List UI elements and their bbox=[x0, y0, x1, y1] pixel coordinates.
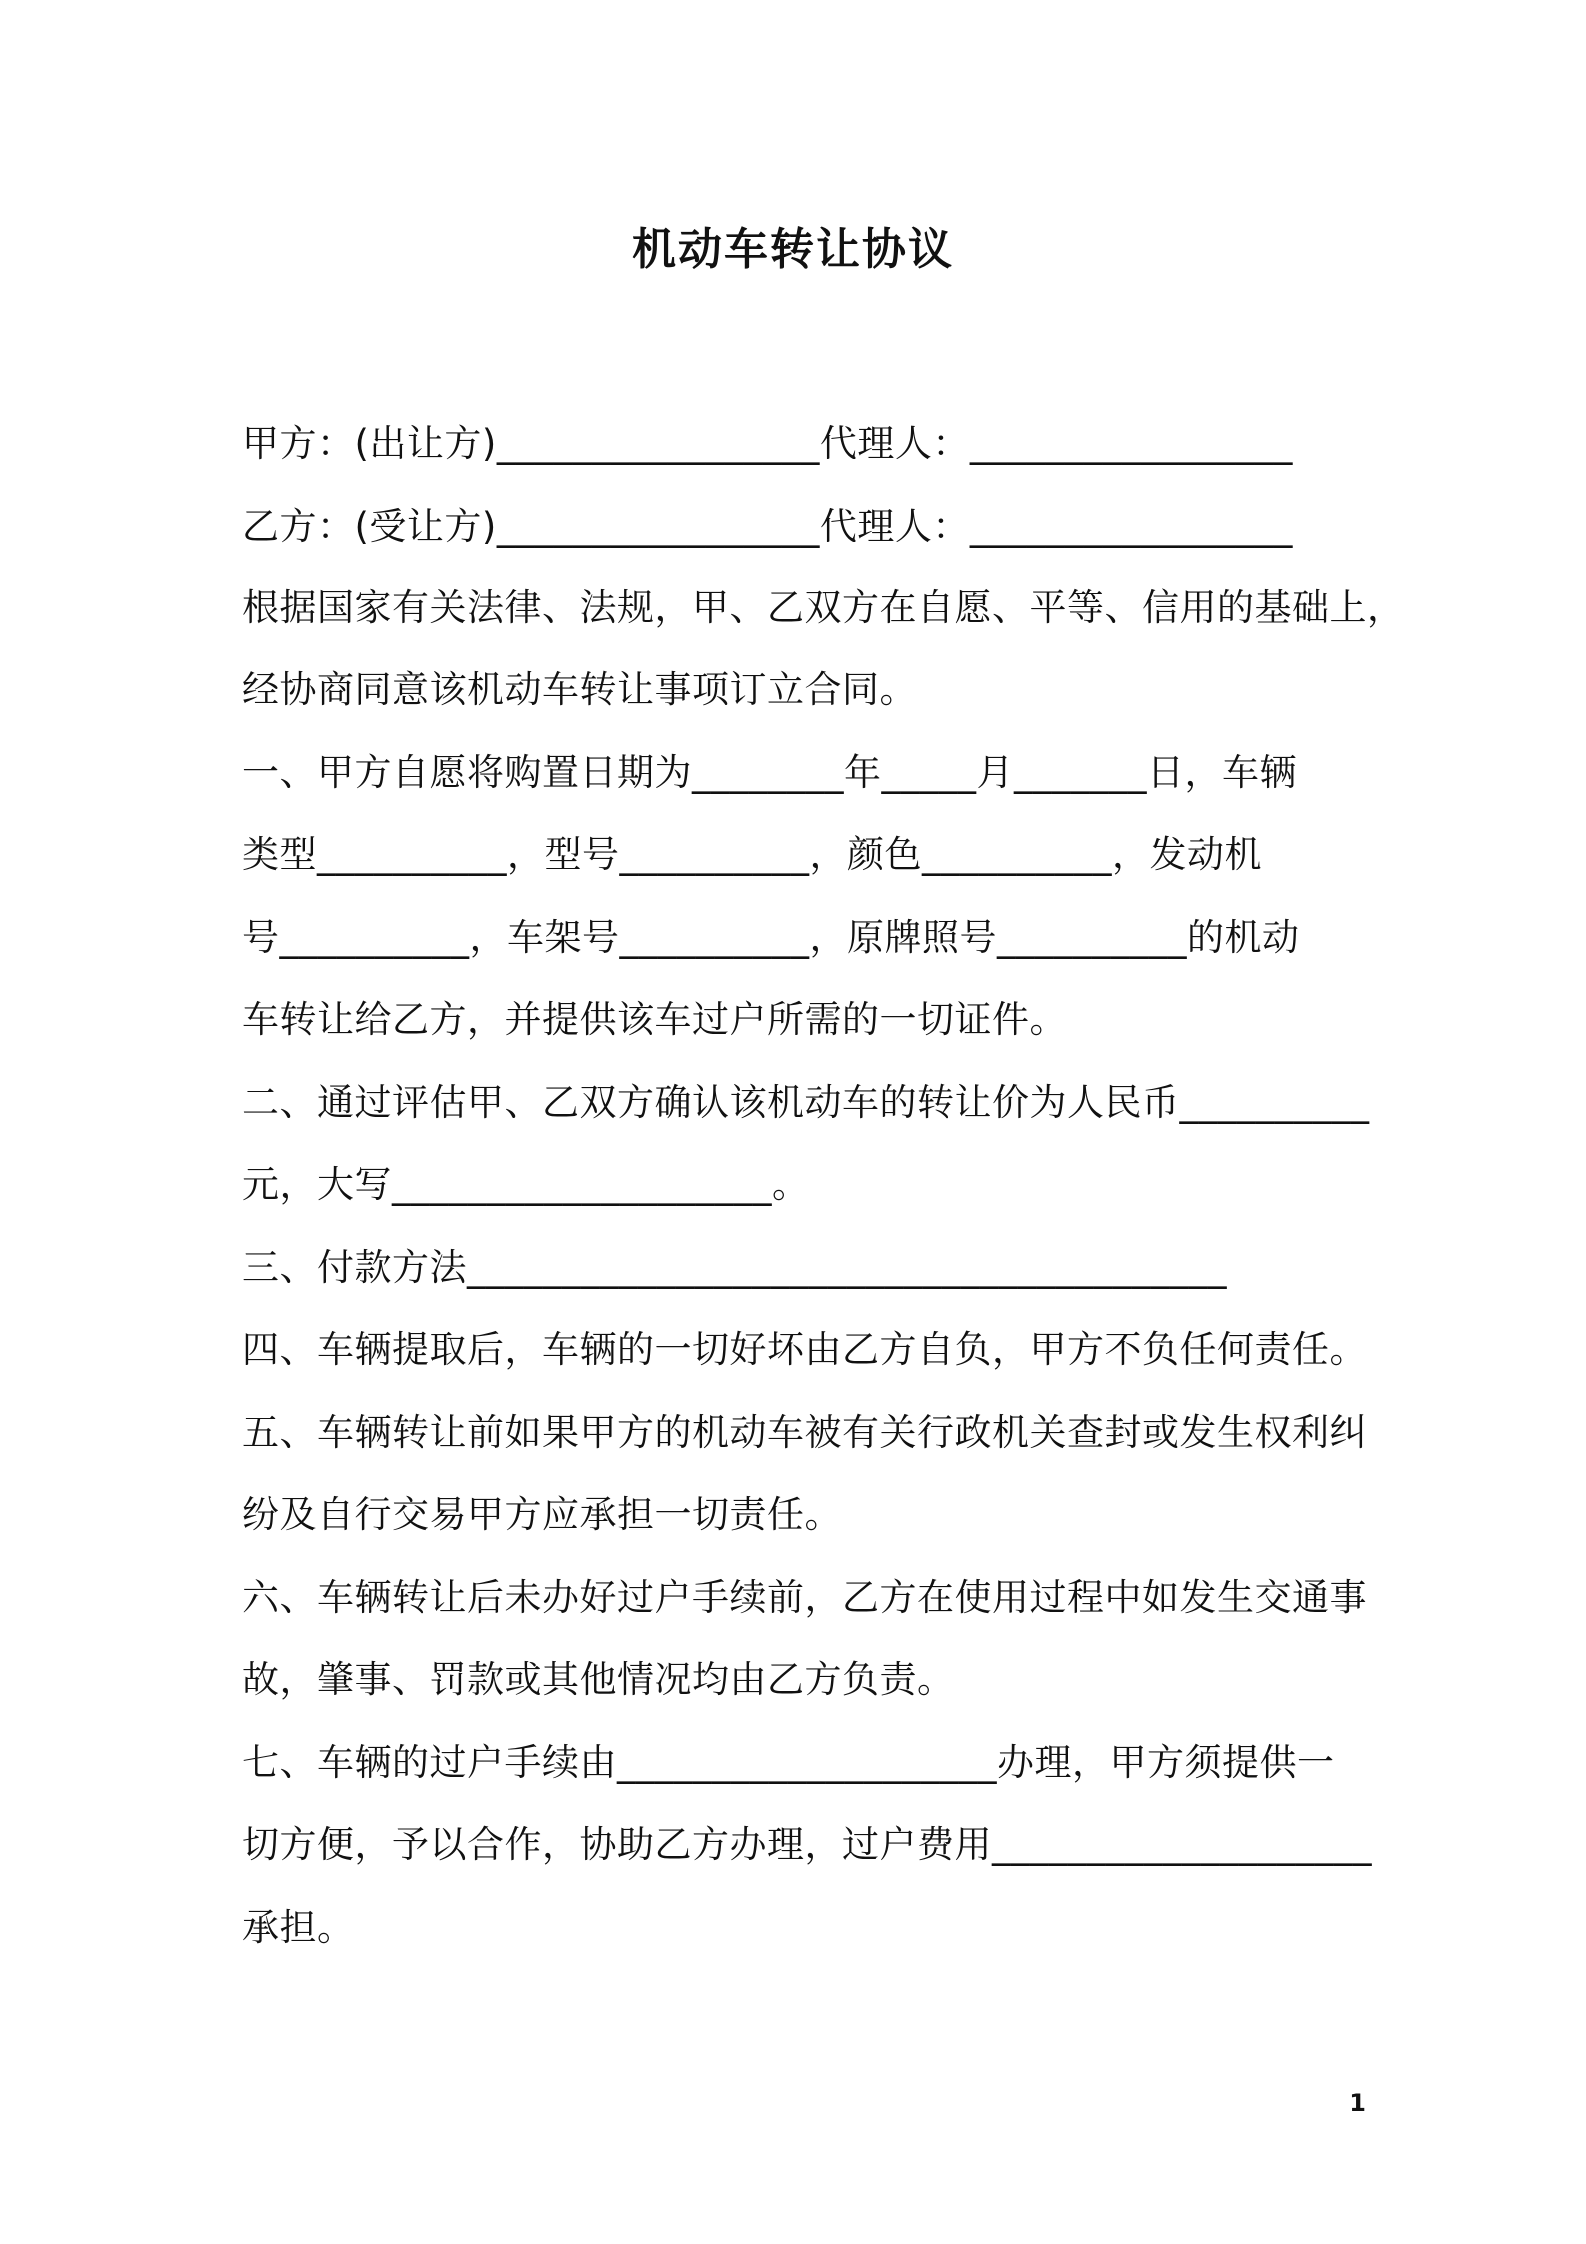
party-b-line: 乙方：(受让方)_________________代理人：_________________ bbox=[242, 505, 1293, 548]
clause-5-line-2: 纷及自行交易甲方应承担一切责任。 bbox=[242, 1493, 842, 1536]
clause-2-line-2: 元，大写____________________。 bbox=[242, 1163, 810, 1206]
clause-1-line-2: 类型__________，型号__________，颜色__________，发动机 bbox=[242, 833, 1262, 876]
clause-6-line-2: 故，肇事、罚款或其他情况均由乙方负责。 bbox=[242, 1658, 955, 1701]
clause-4-line: 四、车辆提取后，车辆的一切好坏由乙方自负，甲方不负任何责任。 bbox=[242, 1328, 1367, 1371]
clause-7-line-1: 七、车辆的过户手续由____________________办理，甲方须提供一 bbox=[242, 1741, 1335, 1784]
preamble-line-1: 根据国家有关法律、法规，甲、乙双方在自愿、平等、信用的基础上， bbox=[242, 586, 1405, 629]
page-number: 1 bbox=[1349, 2089, 1366, 2117]
clause-7-line-2: 切方便，予以合作，协助乙方办理，过户费用____________________ bbox=[242, 1823, 1372, 1866]
clause-1-line-4: 车转让给乙方，并提供该车过户所需的一切证件。 bbox=[242, 998, 1067, 1041]
preamble-line-2: 经协商同意该机动车转让事项订立合同。 bbox=[242, 668, 917, 711]
clause-1-line-3: 号__________，车架号__________，原牌照号__________的机动 bbox=[242, 916, 1300, 959]
clause-7-line-3: 承担。 bbox=[242, 1906, 355, 1949]
clause-3-line: 三、付款方法________________________________________ bbox=[242, 1246, 1227, 1289]
clause-2-line-1: 二、通过评估甲、乙双方确认该机动车的转让价为人民币__________ bbox=[242, 1081, 1370, 1124]
document-title: 机动车转让协议 bbox=[632, 224, 954, 275]
clause-5-line-1: 五、车辆转让前如果甲方的机动车被有关行政机关查封或发生权利纠 bbox=[242, 1411, 1367, 1454]
clause-1-line-1: 一、甲方自愿将购置日期为________年_____月_______日，车辆 bbox=[242, 751, 1297, 794]
clause-6-line-1: 六、车辆转让后未办好过户手续前，乙方在使用过程中如发生交通事 bbox=[242, 1576, 1367, 1619]
party-a-line: 甲方：(出让方)_________________代理人：_________________ bbox=[242, 422, 1293, 465]
